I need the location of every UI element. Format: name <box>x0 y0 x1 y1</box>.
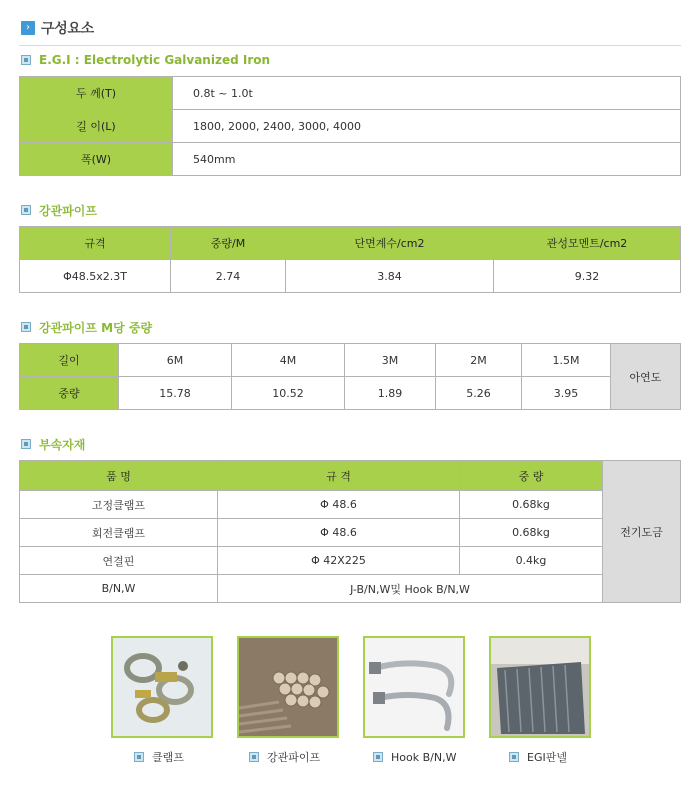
finish-note: 아연도 <box>611 344 681 410</box>
table-cell: 회전클램프 <box>20 519 218 547</box>
bullet-icon <box>21 439 31 449</box>
table-cell: 2.74 <box>171 260 286 293</box>
table-cell: 4M <box>232 344 345 377</box>
photo-caption <box>509 750 567 764</box>
pipe-heading-text: 강관파이프 <box>39 203 97 218</box>
table-cell: 10.52 <box>232 377 345 410</box>
table-cell: Φ 48.6 <box>218 491 460 519</box>
bullet-icon <box>373 752 383 762</box>
bullet-icon <box>21 205 31 215</box>
column-header: 규격 <box>20 227 171 260</box>
table-cell: 2M <box>436 344 522 377</box>
page-title-text: 구성요소 <box>41 21 94 37</box>
row-label: 중량 <box>20 377 119 410</box>
column-header: 품 명 <box>20 461 218 491</box>
table-cell: 5.26 <box>436 377 522 410</box>
table-row <box>20 260 681 293</box>
bullet-icon <box>134 752 144 762</box>
caption-text: Hook B/N,W <box>391 750 457 764</box>
column-header: 중 량 <box>460 461 603 491</box>
table-cell: 0.4kg <box>460 547 603 575</box>
table-row <box>20 77 681 110</box>
table-row <box>20 491 681 519</box>
page-title <box>21 18 94 38</box>
table-row <box>20 110 681 143</box>
table-cell: 1.89 <box>345 377 436 410</box>
panel-photo <box>489 636 591 738</box>
photo-caption <box>373 750 456 764</box>
pipe-heading <box>21 202 97 218</box>
caption-text: 클램프 <box>152 751 184 764</box>
pipe-photo <box>237 636 339 738</box>
table-cell: 3M <box>345 344 436 377</box>
bullet-icon <box>249 752 259 762</box>
table-row <box>20 143 681 176</box>
egi-label: 길 이(L) <box>20 110 173 143</box>
table-row <box>20 519 681 547</box>
table-row <box>20 344 681 377</box>
title-divider <box>19 45 681 46</box>
column-header: 관성모멘트/cm2 <box>494 227 681 260</box>
pipe-weight-heading <box>21 319 152 335</box>
table-row <box>20 377 681 410</box>
accessories-heading-text: 부속자재 <box>39 437 86 452</box>
egi-label: 두 께(T) <box>20 77 173 110</box>
photo-caption <box>134 750 184 764</box>
table-cell: 3.84 <box>286 260 494 293</box>
table-cell: Φ48.5x2.3T <box>20 260 171 293</box>
table-cell: 6M <box>119 344 232 377</box>
pipe-weight-heading-text: 강관파이프 M당 중량 <box>39 320 153 335</box>
bullet-icon <box>509 752 519 762</box>
pipe-table <box>19 226 681 293</box>
accessories-table <box>19 460 681 603</box>
table-cell: 3.95 <box>522 377 611 410</box>
table-header-row <box>20 227 681 260</box>
accessories-heading <box>21 436 85 452</box>
photo-caption <box>249 750 320 764</box>
chevron-right-icon: › <box>21 21 35 35</box>
column-header: 중량/M <box>171 227 286 260</box>
clamp-photo <box>111 636 213 738</box>
egi-heading-text: E.G.I : Electrolytic Galvanized Iron <box>39 53 271 67</box>
table-cell: 1.5M <box>522 344 611 377</box>
table-cell: Φ 48.6 <box>218 519 460 547</box>
egi-heading <box>21 52 270 68</box>
product-gallery <box>111 636 596 736</box>
bullet-icon <box>21 322 31 332</box>
table-cell: Φ 42X225 <box>218 547 460 575</box>
plating-note: 전기도금 <box>603 461 681 603</box>
caption-text: 강관파이프 <box>267 751 321 764</box>
egi-value: 0.8t ~ 1.0t <box>173 77 681 110</box>
hook-photo <box>363 636 465 738</box>
table-cell: 0.68kg <box>460 519 603 547</box>
table-cell: 15.78 <box>119 377 232 410</box>
bullet-icon <box>21 55 31 65</box>
table-cell: J-B/N,W및 Hook B/N,W <box>218 575 603 603</box>
row-label: 길이 <box>20 344 119 377</box>
table-cell: 고정클램프 <box>20 491 218 519</box>
table-cell: 9.32 <box>494 260 681 293</box>
pipe-weight-table <box>19 343 681 410</box>
column-header: 규 격 <box>218 461 460 491</box>
column-header: 단면계수/cm2 <box>286 227 494 260</box>
egi-table <box>19 76 681 176</box>
egi-label: 폭(W) <box>20 143 173 176</box>
egi-value: 540mm <box>173 143 681 176</box>
table-cell: B/N,W <box>20 575 218 603</box>
table-cell: 연결핀 <box>20 547 218 575</box>
caption-text: EGI판넬 <box>527 751 567 764</box>
table-header-row <box>20 461 681 491</box>
egi-value: 1800, 2000, 2400, 3000, 4000 <box>173 110 681 143</box>
table-cell: 0.68kg <box>460 491 603 519</box>
table-row <box>20 547 681 575</box>
table-row <box>20 575 681 603</box>
